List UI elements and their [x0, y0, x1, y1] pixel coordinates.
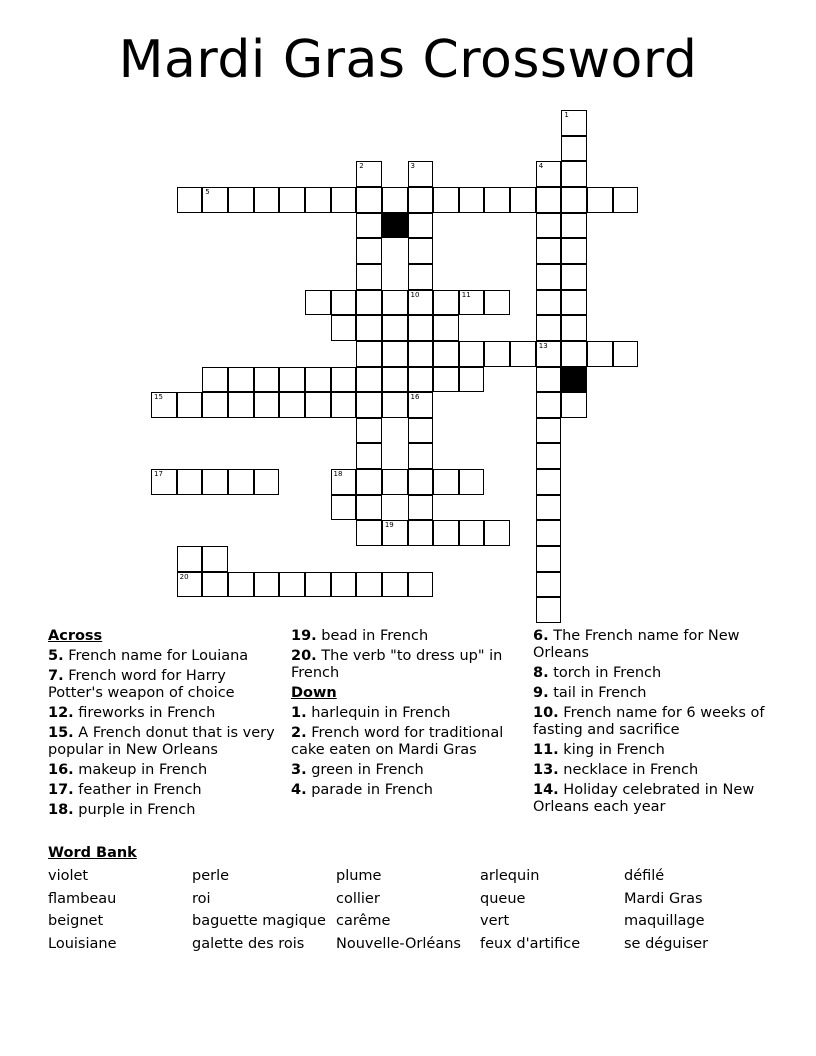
clue-text: tail in French [553, 685, 647, 701]
word-bank-word: arlequin [480, 868, 540, 884]
grid-cell[interactable] [587, 187, 613, 213]
grid-cell[interactable] [433, 187, 459, 213]
clue-text: purple in French [78, 802, 196, 818]
grid-cell[interactable] [331, 367, 357, 393]
clue-text: The French name for New Orleans [533, 628, 740, 661]
clue-text: French name for Louiana [68, 648, 249, 664]
grid-cell[interactable] [536, 187, 562, 213]
clue-number-label: 1. [291, 705, 307, 721]
grid-cell[interactable] [202, 367, 228, 393]
grid-cell[interactable] [613, 341, 639, 367]
word-bank-row [48, 936, 768, 959]
grid-cell[interactable] [536, 546, 562, 572]
grid-cell[interactable] [151, 392, 177, 418]
clue-column-3 [533, 628, 773, 819]
grid-cell[interactable] [433, 290, 459, 316]
grid-cell[interactable] [408, 520, 434, 546]
grid-cell[interactable] [561, 187, 587, 213]
clue-text: king in French [563, 742, 665, 758]
clue-number-label: 12. [48, 705, 74, 721]
grid-cell[interactable] [536, 238, 562, 264]
clue-item [291, 648, 523, 682]
grid-cell[interactable] [177, 187, 203, 213]
clue-number-label: 4. [291, 782, 307, 798]
word-bank-word: Nouvelle-Orléans [336, 935, 461, 952]
word-bank-word: roi [192, 890, 211, 907]
word-bank-word: flambeau [48, 890, 117, 907]
clue-item [533, 685, 773, 702]
clue-number: 4 [538, 162, 544, 171]
grid-cell[interactable] [177, 572, 203, 598]
clue-text: makeup in French [78, 762, 208, 778]
clue-text: The verb "to dress up" in French [291, 648, 503, 681]
grid-cell[interactable] [433, 367, 459, 393]
clue-item [291, 782, 523, 799]
grid-cell[interactable] [177, 469, 203, 495]
grid-cell[interactable] [561, 136, 587, 162]
grid-cell[interactable] [484, 187, 510, 213]
clue-number: 19 [384, 521, 394, 530]
grid-cell[interactable] [356, 264, 382, 290]
clue-number-label: 18. [48, 802, 74, 818]
grid-cell[interactable] [356, 213, 382, 239]
grid-cell[interactable] [177, 392, 203, 418]
clue-number: 10 [410, 290, 420, 299]
grid-cell[interactable] [536, 418, 562, 444]
grid-cell[interactable] [254, 392, 280, 418]
grid-cell[interactable] [408, 315, 434, 341]
grid-cell[interactable] [331, 315, 357, 341]
clue-number: 3 [410, 162, 415, 171]
grid-cell[interactable] [536, 367, 562, 393]
grid-cell[interactable] [459, 520, 485, 546]
word-bank-word: violet [48, 868, 89, 884]
clue-number-label: 10. [533, 705, 559, 721]
word-bank-word: queue [480, 890, 526, 907]
clue-item [533, 665, 773, 682]
black-cell [561, 367, 587, 393]
clue-column-1 [48, 628, 280, 822]
clue-number-label: 17. [48, 782, 74, 798]
grid-cell[interactable] [202, 392, 228, 418]
grid-cell[interactable] [356, 520, 382, 546]
clue-number: 11 [461, 290, 471, 299]
grid-cell[interactable] [433, 315, 459, 341]
grid-cell[interactable] [382, 341, 408, 367]
grid-cell[interactable] [536, 315, 562, 341]
grid-cell[interactable] [382, 367, 408, 393]
clue-number: 1 [564, 111, 569, 119]
word-bank-word: galette des rois [192, 935, 305, 952]
grid-cell[interactable] [561, 315, 587, 341]
grid-cell[interactable] [561, 238, 587, 264]
grid-cell[interactable] [331, 290, 357, 316]
grid-cell[interactable] [408, 443, 434, 469]
grid-cell[interactable] [228, 392, 254, 418]
clue-item [533, 742, 773, 759]
grid-cell[interactable] [331, 572, 357, 598]
clue-item [291, 628, 523, 645]
grid-cell[interactable] [536, 572, 562, 598]
grid-cell[interactable] [408, 290, 434, 316]
clue-item [48, 762, 280, 779]
grid-cell[interactable] [356, 443, 382, 469]
grid-cell[interactable] [408, 161, 434, 187]
grid-cell[interactable] [536, 597, 562, 623]
clue-number-label: 2. [291, 725, 307, 741]
grid-cell[interactable] [356, 187, 382, 213]
grid-cell[interactable] [382, 187, 408, 213]
clue-number-label: 11. [533, 742, 559, 758]
grid-cell[interactable] [587, 341, 613, 367]
clue-number-label: 9. [533, 685, 549, 701]
across-header: Across [48, 628, 103, 644]
clue-number: 2 [359, 162, 364, 171]
clue-number-label: 8. [533, 665, 549, 681]
grid-cell[interactable] [177, 546, 203, 572]
grid-cell[interactable] [254, 187, 280, 213]
grid-cell[interactable] [561, 161, 587, 187]
grid-cell[interactable] [613, 187, 639, 213]
grid-cell[interactable] [459, 469, 485, 495]
grid-cell[interactable] [459, 187, 485, 213]
grid-cell[interactable] [305, 187, 331, 213]
clue-item [291, 762, 523, 779]
clue-text: feather in French [78, 782, 202, 798]
grid-cell[interactable] [561, 110, 587, 136]
grid-cell[interactable] [459, 290, 485, 316]
grid-cell[interactable] [305, 367, 331, 393]
grid-cell[interactable] [536, 392, 562, 418]
word-bank-word: défilé [624, 868, 665, 884]
word-bank-word: se déguiser [624, 935, 709, 952]
grid-cell[interactable] [408, 495, 434, 521]
grid-cell[interactable] [510, 341, 536, 367]
clue-number-label: 7. [48, 668, 64, 684]
word-bank-word: maquillage [624, 913, 705, 929]
grid-cell[interactable] [356, 315, 382, 341]
clue-text: French word for traditional cake eaten on Mardi Gras [291, 725, 504, 758]
clue-number: 15 [154, 393, 163, 402]
grid-cell[interactable] [459, 341, 485, 367]
grid-cell[interactable] [356, 238, 382, 264]
clue-text: French word for Harry Potter's weapon of choice [48, 668, 235, 701]
grid-cell[interactable] [536, 264, 562, 290]
grid-cell[interactable] [202, 546, 228, 572]
clue-text: necklace in French [563, 762, 699, 778]
grid-cell[interactable] [356, 290, 382, 316]
grid-cell[interactable] [408, 187, 434, 213]
black-cell [382, 213, 408, 239]
grid-cell[interactable] [228, 572, 254, 598]
down-header: Down [291, 685, 337, 701]
grid-cell[interactable] [459, 367, 485, 393]
clue-text: bead in French [321, 628, 429, 644]
grid-cell[interactable] [510, 187, 536, 213]
grid-cell[interactable] [331, 495, 357, 521]
grid-cell[interactable] [382, 572, 408, 598]
grid-cell[interactable] [202, 469, 228, 495]
grid-cell[interactable] [433, 469, 459, 495]
grid-cell[interactable] [408, 213, 434, 239]
word-bank-word: Louisiane [48, 935, 117, 952]
clue-number-label: 13. [533, 762, 559, 778]
word-bank-word: beignet [48, 913, 104, 929]
grid-cell[interactable] [356, 572, 382, 598]
grid-cell[interactable] [382, 520, 408, 546]
grid-cell[interactable] [382, 290, 408, 316]
grid-cell[interactable] [151, 469, 177, 495]
grid-cell[interactable] [536, 213, 562, 239]
grid-cell[interactable] [228, 469, 254, 495]
grid-cell[interactable] [356, 367, 382, 393]
clue-number-label: 3. [291, 762, 307, 778]
down-clue-list [291, 705, 523, 799]
grid-cell[interactable] [408, 469, 434, 495]
clue-number: 17 [154, 470, 163, 479]
grid-cell[interactable] [433, 520, 459, 546]
grid-cell[interactable] [279, 187, 305, 213]
clue-number-label: 16. [48, 762, 74, 778]
word-bank [48, 868, 768, 958]
grid-cell[interactable] [382, 315, 408, 341]
grid-cell[interactable] [202, 572, 228, 598]
word-bank-row [48, 868, 768, 891]
word-bank-word: feux d'artifice [480, 935, 581, 952]
clue-number: 18 [333, 470, 343, 479]
clue-number: 13 [538, 341, 548, 350]
grid-cell[interactable] [408, 418, 434, 444]
clue-number: 20 [179, 572, 189, 581]
grid-cell[interactable] [356, 392, 382, 418]
clue-text: French name for 6 weeks of fasting and sacrifice [533, 705, 765, 738]
grid-cell[interactable] [331, 187, 357, 213]
word-bank-row [48, 891, 768, 914]
down-clue-list-continued [533, 628, 773, 816]
clue-number: 16 [410, 393, 420, 402]
grid-cell[interactable] [408, 572, 434, 598]
grid-cell[interactable] [382, 469, 408, 495]
grid-cell[interactable] [279, 367, 305, 393]
clue-item [291, 705, 523, 722]
grid-cell[interactable] [561, 341, 587, 367]
grid-cell[interactable] [254, 572, 280, 598]
grid-cell[interactable] [408, 238, 434, 264]
clue-number-label: 20. [291, 648, 317, 664]
grid-cell[interactable] [356, 341, 382, 367]
grid-cell[interactable] [561, 264, 587, 290]
grid-cell[interactable] [331, 469, 357, 495]
grid-cell[interactable] [202, 187, 228, 213]
page-title: Mardi Gras Crossword [118, 30, 698, 90]
word-bank-word: Mardi Gras [624, 890, 703, 907]
grid-cell[interactable] [536, 341, 562, 367]
grid-cell[interactable] [228, 367, 254, 393]
grid-cell[interactable] [305, 572, 331, 598]
clue-number-label: 5. [48, 648, 64, 664]
grid-cell[interactable] [484, 520, 510, 546]
grid-cell[interactable] [382, 392, 408, 418]
grid-cell[interactable] [484, 341, 510, 367]
clue-number-label: 15. [48, 725, 74, 741]
grid-cell[interactable] [254, 367, 280, 393]
word-bank-word: plume [336, 868, 382, 884]
word-bank-word: baguette magique [192, 913, 326, 929]
across-clue-list [48, 648, 280, 819]
grid-cell[interactable] [356, 418, 382, 444]
grid-cell[interactable] [305, 290, 331, 316]
clue-item [48, 802, 280, 819]
clue-number-label: 6. [533, 628, 549, 644]
grid-cell[interactable] [536, 443, 562, 469]
grid-cell[interactable] [305, 392, 331, 418]
clue-item [533, 705, 773, 739]
word-bank-word: vert [480, 913, 510, 929]
grid-cell[interactable] [536, 290, 562, 316]
clue-number-label: 14. [533, 782, 559, 798]
clue-item [48, 725, 280, 759]
grid-cell[interactable] [536, 469, 562, 495]
word-bank-word: collier [336, 890, 380, 907]
clue-item [533, 628, 773, 662]
grid-cell[interactable] [536, 161, 562, 187]
grid-cell[interactable] [254, 469, 280, 495]
grid-cell[interactable] [484, 290, 510, 316]
clue-item [48, 648, 280, 665]
word-bank-row [48, 913, 768, 936]
clue-text: Holiday celebrated in New Orleans each year [533, 782, 755, 815]
grid-cell[interactable] [356, 495, 382, 521]
clue-text: green in French [311, 762, 424, 778]
grid-cell[interactable] [561, 392, 587, 418]
grid-cell[interactable] [536, 520, 562, 546]
word-bank-title: Word Bank [48, 845, 137, 861]
grid-cell[interactable] [408, 392, 434, 418]
clue-number-label: 19. [291, 628, 317, 644]
grid-cell[interactable] [408, 341, 434, 367]
clue-text: torch in French [553, 665, 662, 681]
clue-item [533, 762, 773, 779]
grid-cell[interactable] [356, 161, 382, 187]
clue-column-2 [291, 628, 523, 802]
clue-text: parade in French [311, 782, 433, 798]
across-clue-list-continued [291, 628, 523, 682]
grid-cell[interactable] [408, 367, 434, 393]
grid-cell[interactable] [561, 290, 587, 316]
clue-text: harlequin in French [311, 705, 451, 721]
grid-cell[interactable] [408, 264, 434, 290]
grid-cell[interactable] [356, 469, 382, 495]
clue-text: fireworks in French [78, 705, 216, 721]
grid-cell[interactable] [561, 213, 587, 239]
clue-text: A French donut that is very popular in New Orleans [48, 725, 275, 758]
grid-cell[interactable] [331, 392, 357, 418]
grid-cell[interactable] [228, 187, 254, 213]
grid-cell[interactable] [279, 572, 305, 598]
clue-number: 5 [205, 187, 210, 196]
grid-cell[interactable] [536, 495, 562, 521]
word-bank-word: carême [336, 913, 391, 929]
clue-item [291, 725, 523, 759]
clue-item [533, 782, 773, 816]
clue-item [48, 668, 280, 702]
grid-cell[interactable] [279, 392, 305, 418]
word-bank-word: perle [192, 868, 230, 884]
clue-item [48, 782, 280, 799]
clue-item [48, 705, 280, 722]
grid-cell[interactable] [433, 341, 459, 367]
